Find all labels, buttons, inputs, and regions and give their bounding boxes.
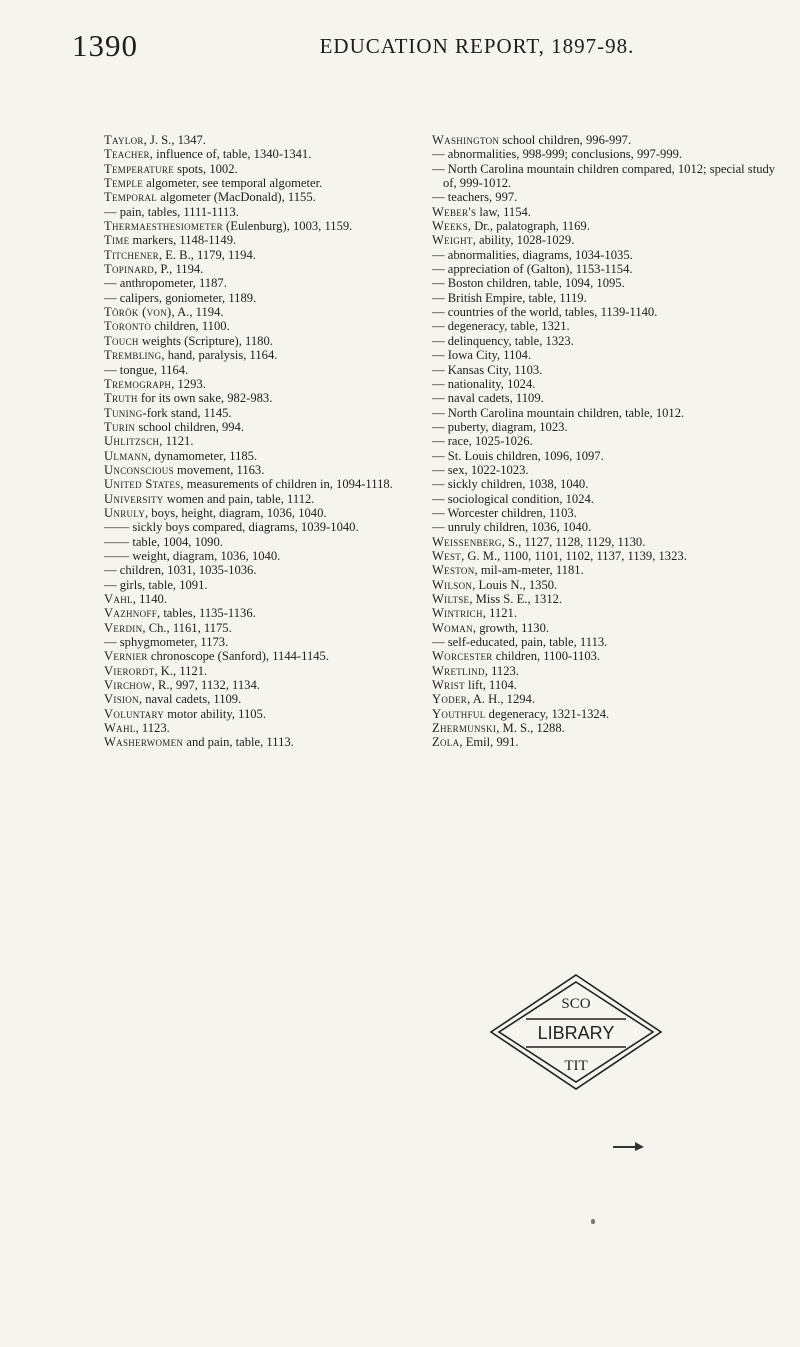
entry-headword: Vision: [104, 692, 139, 707]
index-entry: [432, 133, 782, 147]
entry-text: , P., 1194.: [154, 262, 204, 277]
entry-headword: Youthful: [432, 706, 486, 721]
entry-text: , 1140.: [132, 592, 167, 606]
index-entry: [432, 649, 782, 663]
entry-headword: Verdin: [104, 620, 143, 635]
entry-headword: Temple: [104, 176, 143, 191]
entry-text: , G. M., 1100, 1101, 1102, 1137, 1139, 1323.: [461, 548, 687, 563]
entry-headword: Washington: [432, 133, 500, 147]
entry-headword: Teacher: [104, 147, 150, 162]
entry-headword: Tremograph: [104, 376, 172, 391]
entry-text: — children, 1031, 1035-1036.: [104, 563, 257, 578]
entry-headword: Time: [104, 233, 130, 248]
index-entry: [432, 606, 782, 620]
entry-text: , Emil, 991.: [459, 735, 519, 750]
index-entry: [104, 735, 426, 749]
entry-text: — Iowa City, 1104.: [432, 348, 532, 363]
index-entry: [104, 219, 426, 233]
index-entry: [432, 621, 782, 635]
entry-text: weights (Scripture), 1180.: [138, 333, 273, 348]
index-entry: [104, 434, 426, 448]
index-entry: [104, 248, 426, 262]
index-entry: [104, 692, 426, 706]
index-entry: [432, 162, 782, 191]
entry-headword: Turin: [104, 419, 136, 434]
index-entry: [432, 721, 782, 735]
index-entry: [104, 606, 426, 620]
entry-text: — North Carolina mountain children compared, 1012; special study of, 999-1012.: [432, 161, 776, 191]
entry-headword: Weeks: [432, 219, 468, 234]
entry-text: school children, 996-997.: [499, 133, 632, 147]
index-entry: [104, 563, 426, 577]
index-entry: [104, 721, 426, 735]
entry-headword: Tuning: [104, 405, 143, 420]
index-entry: [432, 434, 782, 448]
entry-text: — teachers, 997.: [432, 190, 518, 205]
index-entry: [432, 248, 782, 262]
entry-text: , E. B., 1179, 1194.: [158, 247, 256, 262]
index-entry: [104, 391, 426, 405]
entry-headword: United States: [104, 477, 181, 492]
index-entry: [432, 190, 782, 204]
entry-text: chronoscope (Sanford), 1144-1145.: [147, 649, 329, 664]
entry-headword: Wintrich: [432, 606, 483, 621]
entry-text: — appreciation of (Galton), 1153-1154.: [432, 262, 633, 277]
entry-headword: Vahl: [104, 592, 133, 606]
entry-text: , measurements of children in, 1094-1118.: [180, 477, 393, 492]
index-entry: [104, 520, 426, 534]
entry-text: algometer, see temporal algometer.: [143, 176, 323, 191]
entry-text: for its own sake, 982-983.: [137, 391, 273, 406]
entry-text: , R., 997, 1132, 1134.: [151, 678, 260, 693]
entry-headword: Washerwomen: [104, 735, 184, 750]
index-entry: [104, 262, 426, 276]
entry-headword: Weight: [432, 233, 473, 248]
entry-text: — calipers, goniometer, 1189.: [104, 290, 257, 305]
entry-headword: Thermaesthesiometer: [104, 219, 223, 234]
index-entry: [432, 420, 782, 434]
index-entry: [104, 506, 426, 520]
entry-text: and pain, table, 1113.: [183, 735, 294, 750]
entry-text: , Miss S. E., 1312.: [469, 592, 563, 606]
entry-headword: Virchow: [104, 678, 152, 693]
stamp-center-text: LIBRARY: [537, 1023, 615, 1043]
index-entry: [104, 162, 426, 176]
entry-text: — North Carolina mountain children, table, 1012.: [432, 405, 685, 420]
entry-headword: Temporal: [104, 190, 158, 205]
index-entry: [104, 205, 426, 219]
index-entry: [432, 463, 782, 477]
index-entry: [104, 449, 426, 463]
entry-text: — naval cadets, 1109.: [432, 391, 544, 406]
index-entry: [104, 477, 426, 491]
entry-text: , boys, height, diagram, 1036, 1040.: [145, 505, 327, 520]
entry-headword: Wiltse: [432, 592, 470, 606]
running-title: EDUCATION REPORT, 1897-98.: [319, 34, 635, 58]
entry-text: women and pain, table, 1112.: [163, 491, 315, 506]
index-entry: [432, 549, 782, 563]
index-entry: [432, 563, 782, 577]
entry-text: — abnormalities, 998-999; conclusions, 997-999.: [432, 147, 683, 162]
entry-text: — girls, table, 1091.: [104, 577, 208, 592]
entry-headword: Touch: [104, 333, 139, 348]
index-entry: [432, 707, 782, 721]
index-entry: [432, 377, 782, 391]
entry-text: , M. S., 1288.: [496, 721, 565, 736]
index-entry: [104, 592, 426, 606]
entry-text: — Kansas City, 1103.: [432, 362, 543, 377]
index-entry: [104, 420, 426, 434]
entry-headword: University: [104, 491, 164, 506]
entry-text: movement, 1163.: [173, 462, 265, 477]
entry-headword: Voluntary: [104, 706, 165, 721]
entry-text: , 1121.: [482, 606, 517, 621]
index-entry: [432, 334, 782, 348]
entry-text: , Dr., palatograph, 1169.: [467, 219, 590, 234]
index-entry: [104, 535, 426, 549]
entry-text: children, 1100-1103.: [492, 649, 601, 664]
index-entry: [104, 649, 426, 663]
entry-headword: Yoder: [432, 692, 468, 707]
index-entry: [104, 463, 426, 477]
index-entry: [104, 176, 426, 190]
ink-dot: [591, 1219, 595, 1224]
entry-text: , A. H., 1294.: [467, 692, 535, 707]
index-entry: [432, 219, 782, 233]
entry-text: school children, 994.: [135, 419, 244, 434]
entry-text: children, 1100.: [151, 319, 230, 334]
index-entry: [432, 635, 782, 649]
entry-text: motor ability, 1105.: [164, 706, 266, 721]
entry-headword: Worcester: [432, 649, 493, 664]
entry-text: — abnormalities, diagrams, 1034-1035.: [432, 247, 633, 262]
index-entry: [432, 233, 782, 247]
index-entry: [432, 664, 782, 678]
entry-text: — sphygmometer, 1173.: [104, 635, 229, 650]
index-entry: [104, 348, 426, 362]
index-column-right: [432, 133, 782, 750]
index-entry: [104, 305, 426, 319]
entry-text: — self-educated, pain, table, 1113.: [432, 635, 608, 650]
index-entry: [104, 406, 426, 420]
index-entry: [104, 147, 426, 161]
entry-text: (Eulenburg), 1003, 1159.: [222, 219, 353, 234]
entry-text: , 1123.: [135, 721, 170, 736]
entry-text: spots, 1002.: [174, 161, 238, 176]
entry-text: , naval cadets, 1109.: [138, 692, 242, 707]
entry-text: , tables, 1135-1136.: [157, 606, 256, 621]
entry-text: — nationality, 1024.: [432, 376, 536, 391]
entry-text: —— weight, diagram, 1036, 1040.: [104, 548, 281, 563]
entry-headword: Trembling: [104, 348, 162, 363]
index-entry: [104, 664, 426, 678]
entry-text: , hand, paralysis, 1164.: [161, 348, 278, 363]
entry-text: — countries of the world, tables, 1139-1140.: [432, 305, 658, 320]
index-column-left: [104, 133, 426, 750]
index-entry: [104, 635, 426, 649]
entry-text: , K., 1121.: [154, 663, 208, 678]
entry-text: — puberty, diagram, 1023.: [432, 419, 568, 434]
entry-text: — pain, tables, 1111-1113.: [104, 204, 239, 219]
index-entry: [432, 319, 782, 333]
index-entry: [104, 377, 426, 391]
entry-text: degeneracy, 1321-1324.: [485, 706, 610, 721]
index-entry: [104, 678, 426, 692]
entry-text: — sickly children, 1038, 1040.: [432, 477, 589, 492]
entry-text: , S., 1127, 1128, 1129, 1130.: [501, 534, 646, 549]
index-entry: [432, 205, 782, 219]
index-entry: [104, 319, 426, 333]
entry-text: , 1121.: [159, 434, 194, 449]
entry-text: , growth, 1130.: [472, 620, 550, 635]
index-entry: [104, 621, 426, 635]
entry-text: , 1293.: [171, 376, 206, 391]
entry-text: — degeneracy, table, 1321.: [432, 319, 570, 334]
entry-headword: Temperature: [104, 161, 174, 176]
library-stamp: [486, 972, 666, 1092]
index-entry: [104, 578, 426, 592]
entry-headword: Taylor: [104, 133, 144, 147]
page-header: [72, 28, 752, 68]
entry-text: , influence of, table, 1340-1341.: [149, 147, 312, 162]
entry-text: law, 1154.: [476, 204, 531, 219]
entry-text: — Worcester children, 1103.: [432, 505, 577, 520]
index-entry: [104, 233, 426, 247]
index-entry: [432, 449, 782, 463]
index-entry: [432, 406, 782, 420]
index-entry: [104, 133, 426, 147]
page-number: 1390: [72, 28, 138, 63]
entry-headword: Zhermunski: [432, 721, 497, 736]
index-entry: [104, 276, 426, 290]
entry-headword: Weston: [432, 563, 475, 578]
entry-text: — anthropometer, 1187.: [104, 276, 227, 291]
entry-headword: Wilson: [432, 577, 473, 592]
index-entry: [104, 334, 426, 348]
stamp-top-text: SCO: [561, 996, 591, 1012]
entry-headword: Truth: [104, 391, 138, 406]
entry-headword: Unruly: [104, 505, 145, 520]
entry-headword: Wrist: [432, 678, 465, 693]
entry-text: , Ch., 1161, 1175.: [142, 620, 232, 635]
entry-text: , ability, 1028-1029.: [472, 233, 575, 248]
index-entry: [432, 262, 782, 276]
entry-text: algometer (MacDonald), 1155.: [157, 190, 316, 205]
entry-headword: Török (von): [104, 305, 172, 320]
index-entry: [432, 276, 782, 290]
entry-text: — unruly children, 1036, 1040.: [432, 520, 592, 535]
entry-text: lift, 1104.: [464, 678, 517, 693]
index-entry: [432, 735, 782, 749]
arrow-mark-icon: [611, 1140, 645, 1152]
entry-text: , dynamometer, 1185.: [147, 448, 258, 463]
entry-headword: Uhlitzsch: [104, 434, 160, 449]
entry-text: markers, 1148-1149.: [129, 233, 237, 248]
index-entry: [432, 520, 782, 534]
index-entry: [432, 678, 782, 692]
entry-headword: Unconscious: [104, 462, 174, 477]
entry-headword: Vierordt: [104, 663, 155, 678]
entry-text: -fork stand, 1145.: [142, 405, 232, 420]
index-entry: [432, 692, 782, 706]
entry-text: , Louis N., 1350.: [472, 577, 558, 592]
entry-text: , J. S., 1347.: [143, 133, 206, 147]
entry-headword: Wretlind: [432, 663, 485, 678]
entry-headword: Weissenberg: [432, 534, 502, 549]
index-entry: [432, 348, 782, 362]
entry-text: , A., 1194.: [171, 305, 224, 320]
entry-headword: Titchener: [104, 247, 159, 262]
index-entry: [432, 391, 782, 405]
entry-text: — race, 1025-1026.: [432, 434, 533, 449]
entry-text: —— table, 1004, 1090.: [104, 534, 223, 549]
entry-text: , 1123.: [484, 663, 519, 678]
index-entry: [432, 578, 782, 592]
entry-headword: Topinard: [104, 262, 155, 277]
entry-headword: Wahl: [104, 721, 136, 736]
index-entry: [104, 549, 426, 563]
index-entry: [432, 363, 782, 377]
entry-headword: Weber's: [432, 204, 477, 219]
index-entry: [104, 291, 426, 305]
entry-text: — St. Louis children, 1096, 1097.: [432, 448, 604, 463]
index-entry: [432, 506, 782, 520]
entry-headword: Woman: [432, 620, 473, 635]
index-entry: [432, 492, 782, 506]
entry-text: — British Empire, table, 1119.: [432, 290, 587, 305]
entry-headword: Ulmann: [104, 448, 148, 463]
index-entry: [104, 363, 426, 377]
entry-headword: Vazhnoff: [104, 606, 158, 621]
index-entry: [432, 291, 782, 305]
entry-text: — delinquency, table, 1323.: [432, 333, 574, 348]
entry-text: — sex, 1022-1023.: [432, 462, 529, 477]
entry-text: , mil-am-meter, 1181.: [474, 563, 584, 578]
stamp-bottom-text: TIT: [564, 1058, 588, 1074]
entry-headword: Toronto: [104, 319, 152, 334]
index-entry: [432, 147, 782, 161]
index-entry: [104, 492, 426, 506]
index-entry: [432, 477, 782, 491]
entry-text: — tongue, 1164.: [104, 362, 189, 377]
index-entry: [104, 190, 426, 204]
index-entry: [432, 305, 782, 319]
entry-headword: Zola: [432, 735, 460, 750]
entry-text: —— sickly boys compared, diagrams, 1039-1040.: [104, 520, 359, 535]
entry-headword: West: [432, 548, 462, 563]
entry-text: — Boston children, table, 1094, 1095.: [432, 276, 625, 291]
index-entry: [104, 707, 426, 721]
entry-text: — sociological condition, 1024.: [432, 491, 594, 506]
entry-headword: Vernier: [104, 649, 148, 664]
index-entry: [432, 592, 782, 606]
index-entry: [432, 535, 782, 549]
